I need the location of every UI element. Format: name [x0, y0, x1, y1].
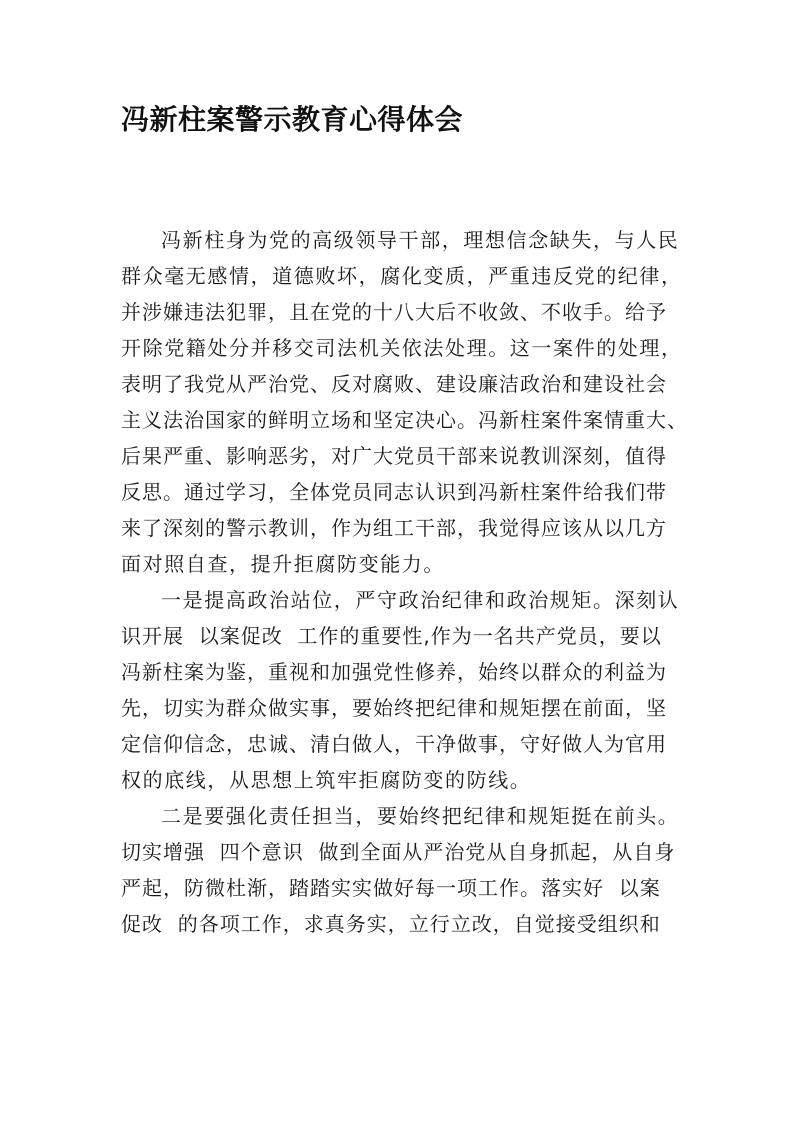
paragraph-1-line-3: 并涉嫌违法犯罪，且在党的十八大后不收敛、不收手。给予 [121, 300, 667, 324]
document-title: 冯新柱案警示教育心得体会 [121, 103, 464, 136]
paragraph-1-line-10: 面对照自查，提升拒腐防变能力。 [121, 552, 445, 576]
paragraph-1-line-6: 主义法治国家的鲜明立场和坚定决心。冯新柱案件案情重大、 [121, 408, 688, 432]
paragraph-3-line-2: 切实增强 四个意识 做到全面从严治党从自身抓起，从自身 [121, 840, 676, 864]
paragraph-1-line-5: 表明了我党从严治党、反对腐败、建设廉洁政治和建设社会 [121, 372, 667, 396]
paragraph-1-line-8: 反思。通过学习，全体党员同志认识到冯新柱案件给我们带 [121, 480, 667, 504]
document-body [121, 222, 701, 942]
paragraph-1-line-1: 冯新柱身为党的高级领导干部，理想信念缺失，与人民 [161, 228, 680, 252]
paragraph-2-line-1: 一是提高政治站位，严守政治纪律和政治规矩。深刻认 [161, 588, 680, 612]
paragraph-2-line-3: 冯新柱案为鉴，重视和加强党性修养，始终以群众的利益为 [121, 660, 667, 684]
paragraph-1-line-4: 开除党籍处分并移交司法机关依法处理。这一案件的处理， [121, 336, 683, 360]
paragraph-1-line-9: 来了深刻的警示教训，作为组工干部，我觉得应该从以几方 [121, 516, 667, 540]
paragraph-1-line-7: 后果严重、影响恶劣，对广大党员干部来说教训深刻，值得 [121, 444, 667, 468]
paragraph-3-line-3: 严起，防微杜渐，踏踏实实做好每一项工作。落实好 以案 [121, 876, 661, 900]
paragraph-2-line-2: 识开展 以案促改 工作的重要性,作为一名共产党员，要以 [121, 624, 662, 648]
paragraph-3-line-4: 促改 的各项工作，求真务实，立行立改，自觉接受组织和 [121, 912, 661, 936]
paragraph-2-line-5: 定信仰信念，忠诚、清白做人，干净做事，守好做人为官用 [121, 732, 667, 756]
paragraph-3-line-1: 二是要强化责任担当，要始终把纪律和规矩挺在前头。 [161, 804, 680, 828]
paragraph-2-line-4: 先，切实为群众做实事，要始终把纪律和规矩摆在前面，坚 [121, 696, 667, 720]
paragraph-2-line-6: 权的底线，从思想上筑牢拒腐防变的防线。 [121, 768, 532, 792]
paragraph-1-line-2: 群众毫无感情，道德败坏，腐化变质，严重违反党的纪律， [121, 264, 683, 288]
